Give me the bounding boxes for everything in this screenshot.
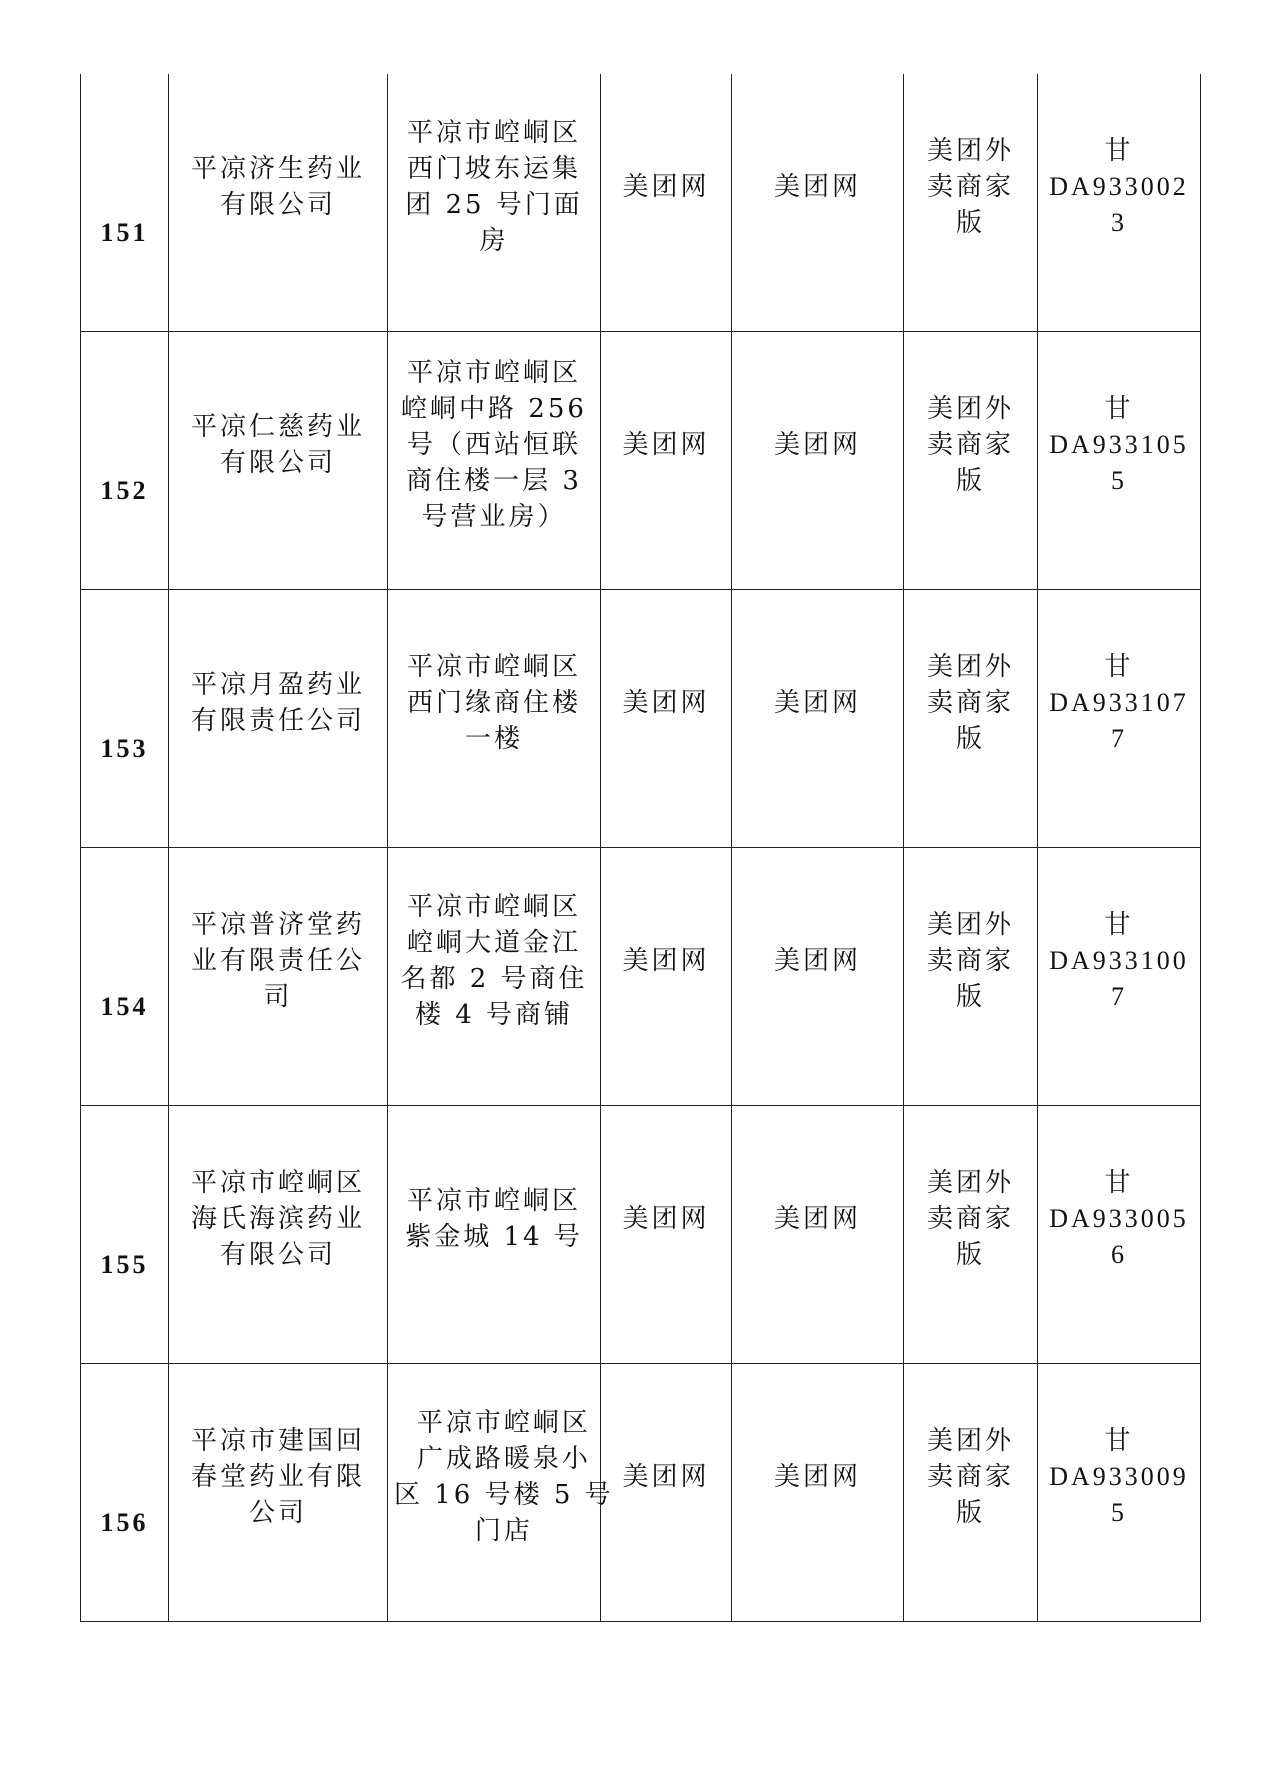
platform-cell <box>601 332 732 590</box>
company-name-cell <box>169 1364 388 1622</box>
app-version-cell-line: 美团外 <box>926 1167 1014 1198</box>
address-cell <box>388 590 601 848</box>
app-version-cell <box>904 590 1038 848</box>
app-version-cell-line: 版 <box>955 207 985 238</box>
permit-number-cell <box>1038 332 1201 590</box>
permit-number-cell-line: 7 <box>1111 981 1127 1011</box>
row-number: 154 <box>100 991 149 1021</box>
address-cell-text <box>394 1405 614 1549</box>
table-row <box>81 332 1201 590</box>
website-name: 美团网 <box>773 687 861 718</box>
table-body <box>81 74 1201 1622</box>
table-row <box>81 848 1201 1106</box>
address-cell-line: 门店 <box>474 1515 533 1546</box>
platform-name: 美团网 <box>622 687 710 718</box>
row-number: 155 <box>100 1249 149 1279</box>
address-cell <box>388 74 601 332</box>
row-number-cell <box>81 74 169 332</box>
address-cell-line: 号（西站恒联 <box>406 429 581 460</box>
row-number-cell <box>81 1364 169 1622</box>
table-row <box>81 590 1201 848</box>
permit-number-cell-line: DA933105 <box>1049 429 1189 459</box>
permit-number-cell-line: 甘 <box>1104 1167 1134 1197</box>
website-name: 美团网 <box>773 429 861 460</box>
company-name-cell-line: 平凉仁慈药业 <box>190 411 365 442</box>
app-version-cell <box>904 74 1038 332</box>
website-name: 美团网 <box>773 1461 861 1492</box>
app-version-cell <box>904 1106 1038 1364</box>
permit-number-cell-line: DA933005 <box>1049 1203 1189 1233</box>
permit-number-cell-line: 5 <box>1111 465 1127 495</box>
company-name-cell-text <box>191 409 365 481</box>
website-cell <box>732 74 904 332</box>
company-name-cell <box>169 590 388 848</box>
company-name-cell-line: 平凉普济堂药 <box>190 909 365 940</box>
app-version-cell-line: 美团外 <box>926 135 1014 166</box>
address-cell-line: 团 25 号门面 <box>405 189 583 220</box>
website-cell <box>732 1364 904 1622</box>
permit-number-cell-text <box>1049 1423 1189 1531</box>
app-version-cell-text <box>927 649 1014 757</box>
address-cell-line: 房 <box>479 225 509 256</box>
address-cell-line: 商住楼一层 3 <box>406 465 582 496</box>
website-name: 美团网 <box>773 171 861 202</box>
app-version-cell-line: 版 <box>955 723 985 754</box>
address-cell-text <box>405 115 583 259</box>
platform-cell <box>601 1106 732 1364</box>
company-name-cell-text <box>191 907 365 1015</box>
address-cell <box>388 332 601 590</box>
permit-number-cell-line: 7 <box>1111 723 1127 753</box>
company-name-cell-line: 海氏海滨药业 <box>190 1203 365 1234</box>
address-cell-text <box>405 1183 583 1255</box>
permit-number-cell-text <box>1049 649 1189 757</box>
company-name-cell-line: 平凉市崆峒区 <box>190 1167 365 1198</box>
app-version-cell-line: 卖商家 <box>926 1461 1014 1492</box>
permit-number-cell-line: 甘 <box>1104 909 1134 939</box>
address-cell-line: 崆峒大道金江 <box>406 927 581 958</box>
website-cell <box>732 1106 904 1364</box>
app-version-cell-line: 卖商家 <box>926 687 1014 718</box>
platform-name: 美团网 <box>622 171 710 202</box>
company-name-cell-text <box>191 667 365 739</box>
platform-cell <box>601 848 732 1106</box>
table-row <box>81 1106 1201 1364</box>
app-version-cell <box>904 332 1038 590</box>
address-cell-line: 崆峒中路 256 <box>401 393 587 424</box>
company-name-cell-line: 有限公司 <box>219 189 336 220</box>
address-cell-line: 号营业房） <box>421 501 567 532</box>
company-name-cell-line: 平凉市建国回 <box>190 1425 365 1456</box>
platform-name: 美团网 <box>622 1203 710 1234</box>
address-cell <box>388 1364 614 1622</box>
app-version-cell-line: 版 <box>955 1239 985 1270</box>
permit-number-cell <box>1038 848 1201 1106</box>
app-version-cell-line: 卖商家 <box>926 1203 1014 1234</box>
address-cell <box>388 1106 601 1364</box>
company-name-cell-line: 有限公司 <box>219 447 336 478</box>
app-version-cell-line: 版 <box>955 465 985 496</box>
address-cell <box>388 848 601 1106</box>
platform-cell <box>601 590 732 848</box>
row-number-cell <box>81 332 169 590</box>
row-number: 151 <box>100 217 149 247</box>
address-cell-line: 平凉市崆峒区 <box>406 1185 581 1216</box>
permit-number-cell-line: 5 <box>1111 1497 1127 1527</box>
website-name: 美团网 <box>773 945 861 976</box>
row-number-cell <box>81 848 169 1106</box>
platform-name: 美团网 <box>622 1461 710 1492</box>
address-cell-text <box>401 355 587 535</box>
address-cell-text <box>407 649 581 757</box>
address-cell-line: 平凉市崆峒区 <box>406 651 581 682</box>
app-version-cell-line: 版 <box>955 1497 985 1528</box>
permit-number-cell <box>1038 74 1201 332</box>
row-number: 152 <box>100 475 149 505</box>
app-version-cell-line: 美团外 <box>926 909 1014 940</box>
address-cell-line: 西门缘商住楼 <box>406 687 581 718</box>
address-cell-line: 广成路暖泉小 <box>416 1443 591 1474</box>
address-cell-line: 平凉市崆峒区 <box>406 117 581 148</box>
company-name-cell <box>169 848 388 1106</box>
address-cell-line: 紫金城 14 号 <box>405 1221 583 1252</box>
company-name-cell-text <box>191 151 365 223</box>
address-cell-line: 平凉市崆峒区 <box>416 1407 591 1438</box>
platform-cell <box>601 1364 732 1622</box>
permit-number-cell-line: 3 <box>1111 207 1127 237</box>
row-number: 156 <box>100 1507 149 1537</box>
app-version-cell-line: 美团外 <box>926 651 1014 682</box>
app-version-cell-text <box>927 1165 1014 1273</box>
company-name-cell-line: 平凉济生药业 <box>190 153 365 184</box>
permit-number-cell-line: 甘 <box>1104 1425 1134 1455</box>
permit-number-cell-line: DA933009 <box>1049 1461 1189 1491</box>
company-name-cell-text <box>191 1423 365 1531</box>
app-version-cell-text <box>927 1423 1014 1531</box>
permit-number-cell-line: DA933107 <box>1049 687 1189 717</box>
app-version-cell <box>904 848 1038 1106</box>
company-name-cell <box>169 1106 388 1364</box>
website-cell <box>732 848 904 1106</box>
app-version-cell-line: 卖商家 <box>926 171 1014 202</box>
row-number-cell <box>81 590 169 848</box>
company-name-cell-line: 平凉月盈药业 <box>190 669 365 700</box>
permit-number-cell-text <box>1049 391 1189 499</box>
app-version-cell-line: 卖商家 <box>926 945 1014 976</box>
pharmacy-platform-table <box>80 74 1201 1622</box>
permit-number-cell-line: 甘 <box>1104 651 1134 681</box>
address-cell-line: 楼 4 号商铺 <box>414 999 574 1030</box>
app-version-cell-line: 版 <box>955 981 985 1012</box>
address-cell-line: 平凉市崆峒区 <box>406 891 581 922</box>
app-version-cell-line: 卖商家 <box>926 429 1014 460</box>
permit-number-cell-text <box>1049 907 1189 1015</box>
permit-number-cell-text <box>1049 133 1189 241</box>
permit-number-cell <box>1038 1106 1201 1364</box>
app-version-cell-line: 美团外 <box>926 393 1014 424</box>
app-version-cell-text <box>927 907 1014 1015</box>
company-name-cell <box>169 74 388 332</box>
permit-number-cell-text <box>1049 1165 1189 1273</box>
address-cell-line: 平凉市崆峒区 <box>406 357 581 388</box>
address-cell-line: 一楼 <box>464 723 523 754</box>
company-name-cell-line: 公司 <box>248 1497 307 1528</box>
app-version-cell-line: 美团外 <box>926 1425 1014 1456</box>
address-cell-line: 区 16 号楼 5 号 <box>394 1479 614 1510</box>
company-name-cell-line: 有限责任公司 <box>190 705 365 736</box>
website-cell <box>732 332 904 590</box>
platform-cell <box>601 74 732 332</box>
table-row <box>81 74 1201 332</box>
permit-number-cell-line: 6 <box>1111 1239 1127 1269</box>
app-version-cell <box>904 1364 1038 1622</box>
website-name: 美团网 <box>773 1203 861 1234</box>
company-name-cell-line: 业有限责任公 <box>190 945 365 976</box>
permit-number-cell-line: 甘 <box>1104 135 1134 165</box>
app-version-cell-text <box>927 391 1014 499</box>
app-version-cell-text <box>927 133 1014 241</box>
row-number: 153 <box>100 733 149 763</box>
row-number-cell <box>81 1106 169 1364</box>
platform-name: 美团网 <box>622 429 710 460</box>
permit-number-cell <box>1038 590 1201 848</box>
permit-number-cell-line: DA933100 <box>1049 945 1189 975</box>
address-cell-text <box>400 889 587 1033</box>
table-row <box>81 1364 1201 1622</box>
permit-number-cell-line: DA933002 <box>1049 171 1189 201</box>
address-cell-line: 名都 2 号商住 <box>400 963 588 994</box>
company-name-cell <box>169 332 388 590</box>
website-cell <box>732 590 904 848</box>
permit-number-cell <box>1038 1364 1201 1622</box>
address-cell-line: 西门坡东运集 <box>406 153 581 184</box>
company-name-cell-line: 有限公司 <box>219 1239 336 1270</box>
company-name-cell-text <box>191 1165 365 1273</box>
company-name-cell-line: 春堂药业有限 <box>190 1461 365 1492</box>
company-name-cell-line: 司 <box>263 981 293 1012</box>
platform-name: 美团网 <box>622 945 710 976</box>
permit-number-cell-line: 甘 <box>1104 393 1134 423</box>
